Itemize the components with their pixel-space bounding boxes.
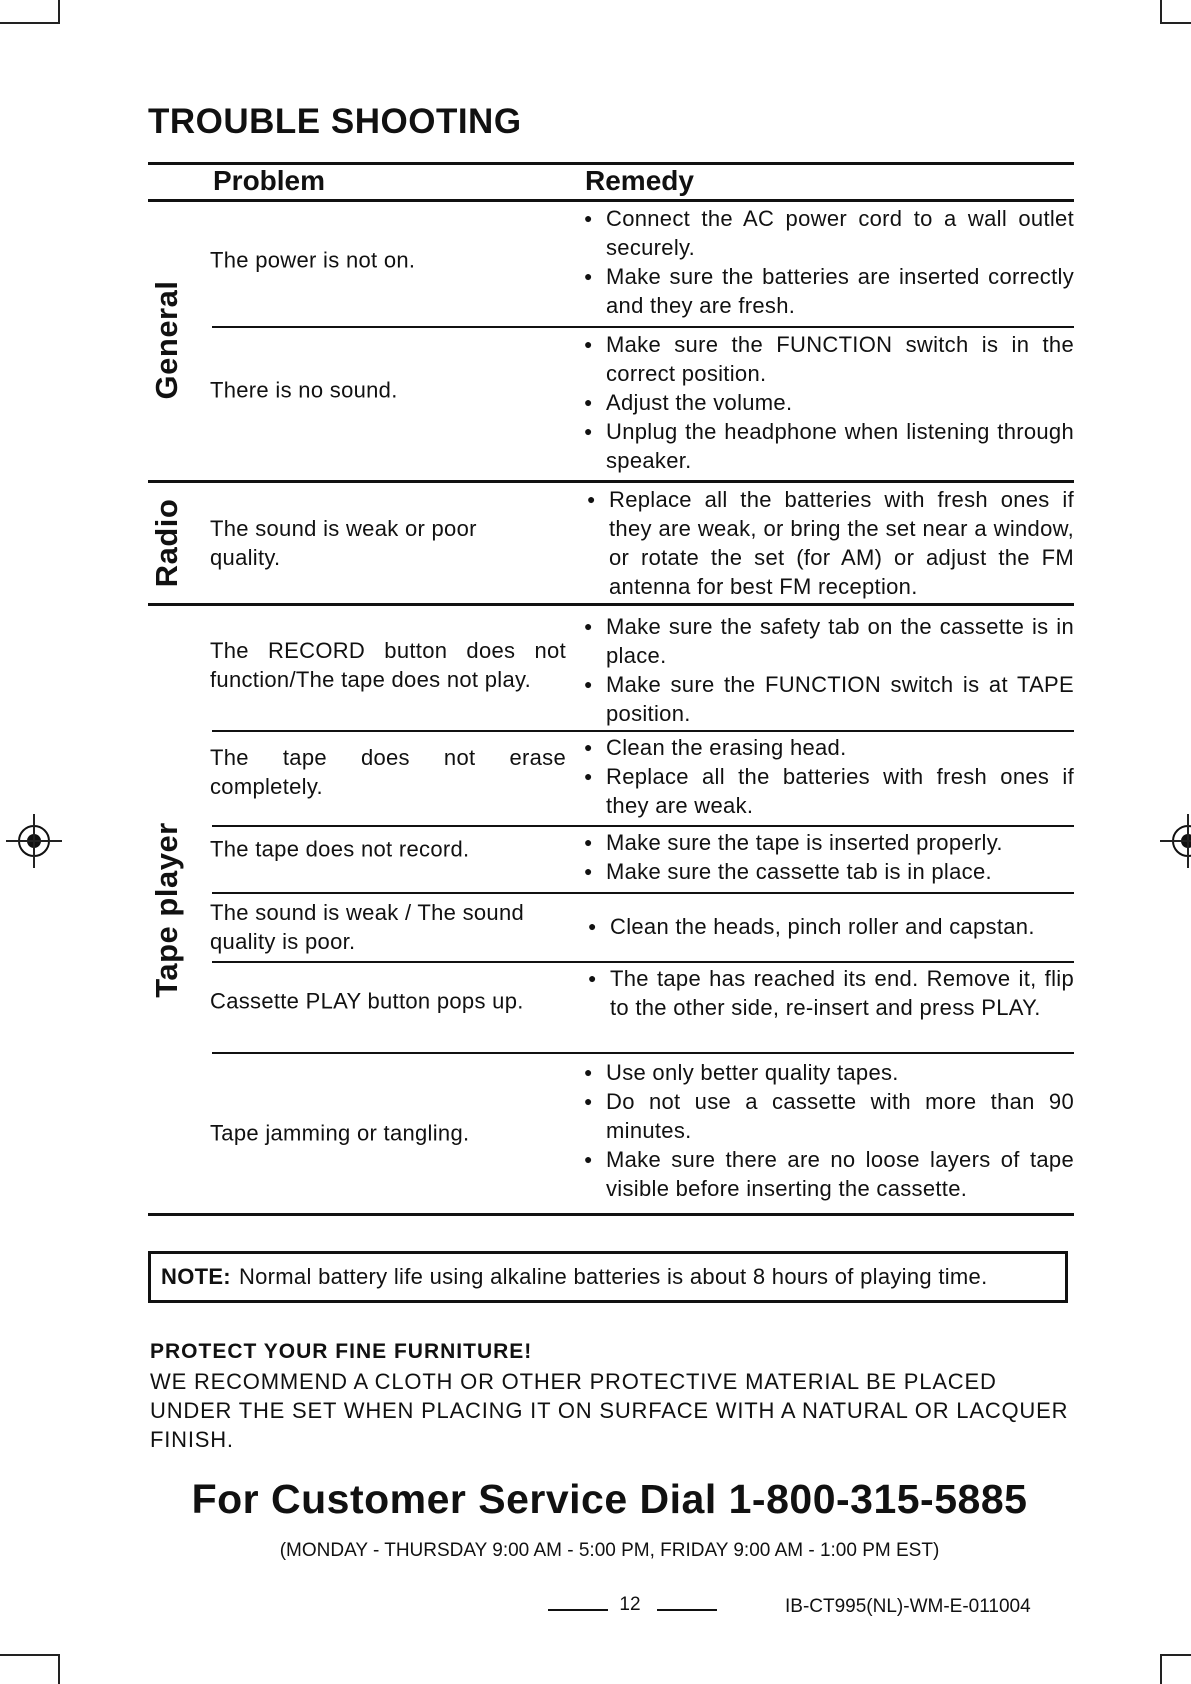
remedy-item: ● Make sure the safety tab on the cassette is in place. — [584, 612, 1074, 670]
remedy-item: ● The tape has reached its end. Remove it, flip to the other side, re-insert and press PLAY. — [588, 964, 1074, 1022]
row-divider — [212, 326, 1074, 328]
remedy-cell — [584, 828, 1074, 886]
remedy-cell — [587, 485, 1074, 601]
problem-cell: The RECORD button does not function/The tape does not play. — [210, 638, 566, 692]
remedy-item: ● Make sure the FUNCTION switch is at TAPE position. — [584, 670, 1074, 728]
remedy-cell — [588, 912, 1074, 941]
remedy-item: ● Clean the erasing head. — [584, 733, 1074, 762]
crop-mark — [0, 22, 60, 24]
remedy-item: ● Make sure there are no loose layers of tape visible before inserting the cassette. — [584, 1145, 1074, 1203]
document-id: IB-CT995(NL)-WM-E-011004 — [785, 1596, 1031, 1617]
problem-cell: The power is not on. — [210, 247, 416, 273]
category-general: General — [149, 280, 184, 400]
column-header-problem: Problem — [213, 165, 326, 196]
row-divider — [212, 961, 1074, 963]
footer-rule-right — [657, 1609, 717, 1611]
remedy-cell — [588, 964, 1074, 1022]
column-header-remedy: Remedy — [585, 165, 694, 196]
note-label: NOTE: — [161, 1264, 231, 1289]
problem-cell: Tape jamming or tangling. — [210, 1120, 470, 1146]
remedy-item: ● Make sure the batteries are inserted correctly and they are fresh. — [584, 262, 1074, 320]
crop-mark — [58, 0, 60, 24]
row-divider — [212, 730, 1074, 732]
problem-cell: The sound is weak or poor quality. — [210, 516, 477, 570]
row-divider — [212, 825, 1074, 827]
crop-mark — [1160, 0, 1162, 24]
remedy-cell — [584, 1058, 1074, 1203]
row-divider — [212, 1052, 1074, 1054]
remedy-item: ● Do not use a cassette with more than 90 minutes. — [584, 1087, 1074, 1145]
remedy-cell — [584, 204, 1074, 320]
page-number: 12 — [619, 1594, 641, 1615]
category-radio: Radio — [149, 498, 184, 588]
registration-crosshair — [1187, 814, 1189, 868]
protect-heading: PROTECT YOUR FINE FURNITURE! — [150, 1340, 533, 1363]
problem-cell: Cassette PLAY button pops up. — [210, 988, 524, 1014]
registration-crosshair — [33, 814, 35, 868]
customer-service-headline: For Customer Service Dial 1-800-315-5885 — [191, 1476, 1028, 1522]
crop-mark — [0, 1654, 60, 1656]
note-box — [148, 1251, 1068, 1303]
remedy-item: ● Clean the heads, pinch roller and capstan. — [588, 912, 1074, 941]
remedy-item: ● Make sure the cassette tab is in place. — [584, 857, 1074, 886]
remedy-item: ● Use only better quality tapes. — [584, 1058, 1074, 1087]
remedy-item: ● Make sure the FUNCTION switch is in the correct position. — [584, 330, 1074, 388]
remedy-item: ● Replace all the batteries with fresh ones if they are weak, or bring the set near a window, or rotate the set (for AM) or adjust the FM antenna for best FM reception. — [587, 485, 1074, 601]
remedy-item: ● Replace all the batteries with fresh ones if they are weak. — [584, 762, 1074, 820]
problem-cell: The tape does not erase completely. — [210, 745, 566, 799]
remedy-item: ● Adjust the volume. — [584, 388, 1074, 417]
category-tape-player: Tape player — [149, 822, 184, 998]
table-header-rule — [148, 199, 1074, 202]
remedy-item: ● Unplug the headphone when listening through speaker. — [584, 417, 1074, 475]
remedy-item: ● Connect the AC power cord to a wall outlet securely. — [584, 204, 1074, 262]
crop-mark — [58, 1654, 60, 1684]
crop-mark — [1160, 1654, 1191, 1656]
remedy-cell — [584, 612, 1074, 728]
crop-mark — [1160, 1654, 1162, 1684]
footer-rule-left — [548, 1609, 608, 1611]
crop-mark — [1160, 22, 1191, 24]
remedy-cell — [584, 733, 1074, 820]
problem-cell: The tape does not record. — [210, 836, 470, 862]
section-divider — [148, 603, 1074, 606]
problem-cell: There is no sound. — [210, 377, 398, 403]
table-bottom-rule — [148, 1213, 1074, 1216]
service-hours: (MONDAY - THURSDAY 9:00 AM - 5:00 PM, FRIDAY 9:00 AM - 1:00 PM EST) — [279, 1540, 940, 1561]
remedy-cell — [584, 330, 1074, 475]
problem-cell: The sound is weak / The sound quality is poor. — [210, 900, 525, 954]
page-title: TROUBLE SHOOTING — [148, 102, 522, 141]
section-divider — [148, 480, 1074, 483]
remedy-item: ● Make sure the tape is inserted properly. — [584, 828, 1074, 857]
row-divider — [212, 892, 1074, 894]
note-text: Normal battery life using alkaline batteries is about 8 hours of playing time. — [238, 1264, 988, 1289]
protect-text: WE RECOMMEND A CLOTH OR OTHER PROTECTIVE MATERIAL BE PLACED UNDER THE SET WHEN PLACING IT ON SURFACE WITH A NATURAL OR LACQUER FINISH. — [150, 1369, 1069, 1452]
